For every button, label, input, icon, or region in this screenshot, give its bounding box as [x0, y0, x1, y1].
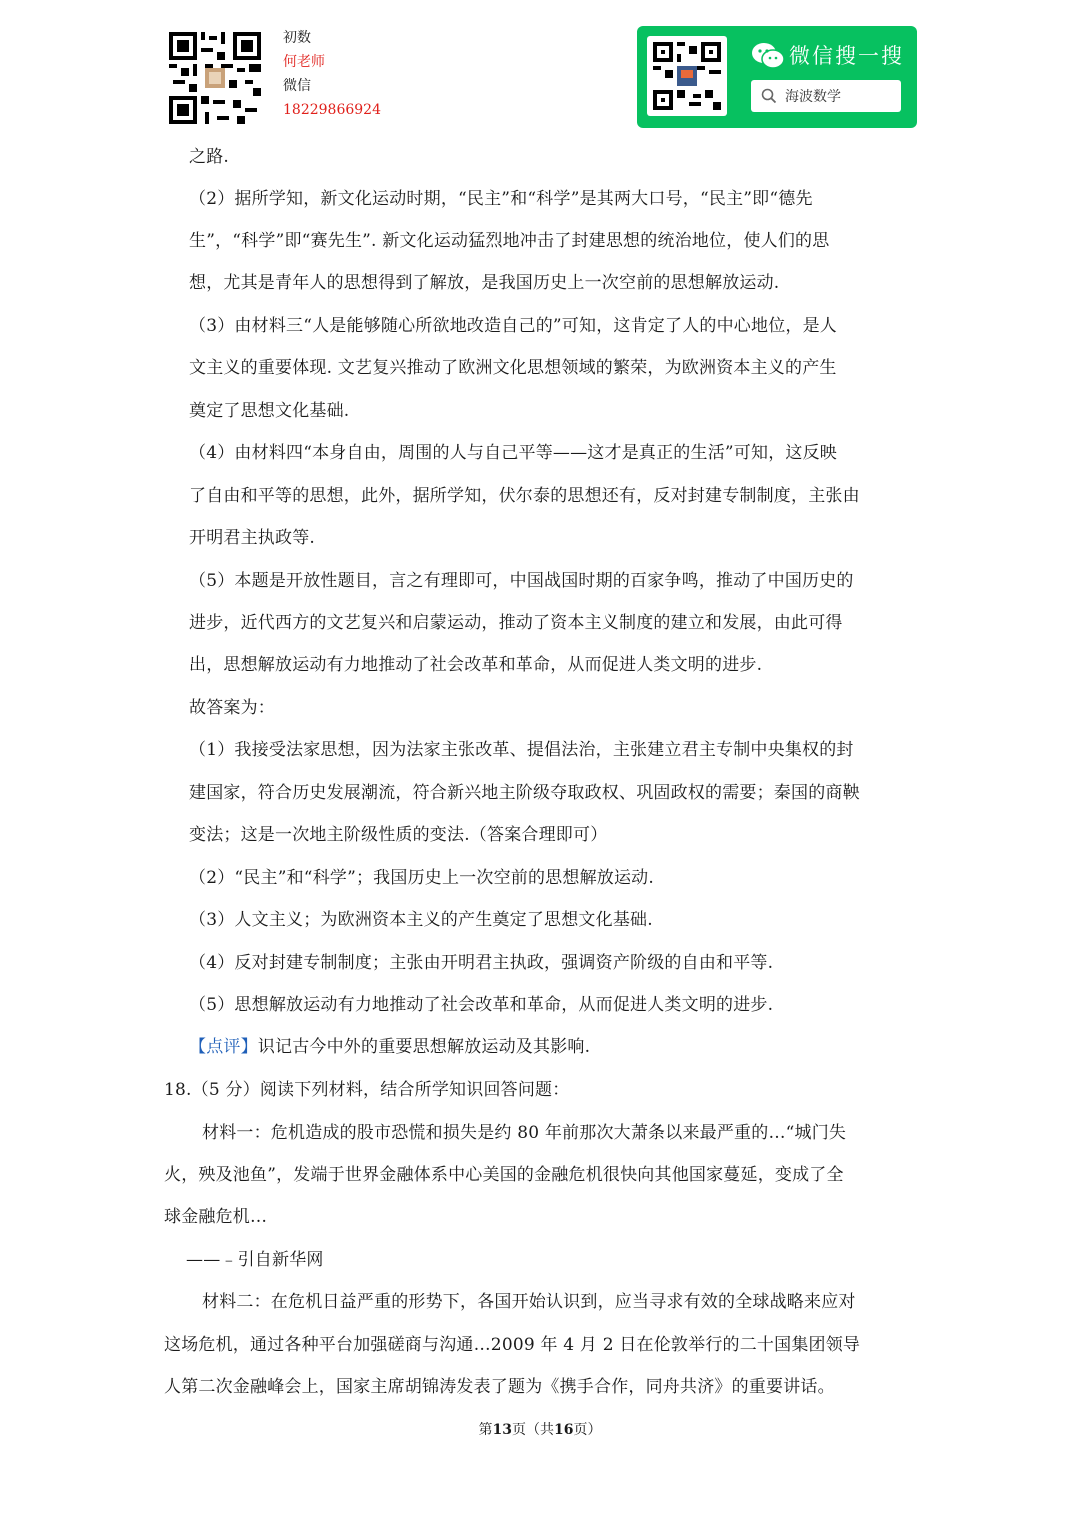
- text-line: 这场危机，通过各种平台加强磋商与沟通…2009 年 4 月 2 日在伦敦举行的二十国集团领导: [164, 1335, 861, 1355]
- text-line: 球金融危机…: [164, 1207, 268, 1227]
- text-line: 变法；这是一次地主阶级性质的变法.（答案合理即可）: [189, 825, 608, 845]
- contact-phone: 18229866924: [283, 102, 381, 118]
- text-line: 材料二：在危机日益严重的形势下，各国开始认识到，应当寻求有效的全球战略来应对: [202, 1292, 856, 1312]
- text-line: （5）思想解放运动有力地推动了社会改革和革命，从而促进人类文明的进步.: [189, 995, 774, 1015]
- footer-page-number: 13: [492, 1422, 512, 1438]
- text-line: 想，尤其是青年人的思想得到了解放，是我国历史上一次空前的思想解放运动.: [189, 273, 780, 293]
- text-line: 进步，近代西方的文艺复兴和启蒙运动，推动了资本主义制度的建立和发展，由此可得: [189, 613, 843, 633]
- comment-line: [189, 1032, 590, 1057]
- contact-info: [283, 26, 381, 122]
- text-line: 生”，“科学”即“赛先生”. 新文化运动猛烈地冲击了封建思想的统治地位，使人们的思: [189, 231, 830, 251]
- text-line: 人第二次金融峰会上，国家主席胡锦涛发表了题为《携手合作，同舟共济》的重要讲话。: [164, 1377, 835, 1397]
- comment-text: 识记古今中外的重要思想解放运动及其影响.: [257, 1037, 591, 1057]
- wechat-search-query: 海波数学: [785, 89, 841, 105]
- text-line: 之路.: [189, 147, 230, 167]
- contact-wechat-label: 微信: [283, 78, 311, 94]
- text-line: 开明君主执政等.: [189, 528, 316, 548]
- qr-code-left: [169, 32, 261, 124]
- text-line: （3）人文主义；为欧洲资本主义的产生奠定了思想文化基础.: [189, 910, 653, 930]
- text-line: （1）我接受法家思想，因为法家主张改革、提倡法治，主张建立君主专制中央集权的封: [189, 740, 854, 760]
- footer-suffix: 页）: [573, 1422, 602, 1438]
- text-line: （4）由材料四“本身自由，周围的人与自己平等——这才是真正的生活”可知，这反映: [189, 443, 837, 463]
- text-line: 材料一：危机造成的股市恐慌和损失是约 80 年前那次大萧条以来最严重的…“城门失: [202, 1123, 847, 1143]
- page-footer: [0, 1419, 1080, 1439]
- text-line: （2）据所学知，新文化运动时期，“民主”和“科学”是其两大口号，“民主”即“德先: [189, 189, 813, 209]
- wechat-logo-icon: [751, 42, 785, 74]
- wechat-qr-code: [647, 36, 727, 116]
- comment-tag: 【点评】: [189, 1037, 258, 1057]
- wechat-search-title: 微信搜一搜: [789, 44, 904, 68]
- wechat-search-card[interactable]: [637, 26, 917, 128]
- text-line: （3）由材料三“人是能够随心所欲地改造自己的”可知，这肯定了人的中心地位，是人: [189, 316, 837, 336]
- contact-category: 初数: [283, 30, 311, 46]
- source-citation: ——﹣引自新华网: [186, 1250, 324, 1270]
- text-line: 出，思想解放运动有力地推动了社会改革和革命，从而促进人类文明的进步.: [189, 655, 763, 675]
- text-line: 建国家，符合历史发展潮流，符合新兴地主阶级夺取政权、巩固政权的需要；秦国的商鞅: [189, 783, 860, 803]
- wechat-search-box[interactable]: [751, 80, 901, 112]
- text-line: 奠定了思想文化基础.: [189, 401, 350, 421]
- text-line: 文主义的重要体现. 文艺复兴推动了欧洲文化思想领域的繁荣，为欧洲资本主义的产生: [189, 358, 837, 378]
- text-line: 了自由和平等的思想，此外，据所学知，伏尔泰的思想还有，反对封建专制制度，主张由: [189, 486, 860, 506]
- text-line: 故答案为：: [189, 698, 275, 718]
- contact-name: 何老师: [283, 54, 325, 70]
- text-line: （4）反对封建专制制度；主张由开明君主执政，强调资产阶级的自由和平等.: [189, 953, 774, 973]
- footer-prefix: 第: [478, 1422, 493, 1438]
- footer-total-pages: 16: [554, 1422, 574, 1438]
- search-icon: [761, 88, 777, 104]
- text-line: （2）“民主”和“科学”；我国历史上一次空前的思想解放运动.: [189, 868, 654, 888]
- text-line: 火，殃及池鱼”，发端于世界金融体系中心美国的金融危机很快向其他国家蔓延，变成了全: [164, 1165, 844, 1185]
- footer-mid: 页（共: [512, 1422, 554, 1438]
- question-heading: 18.（5 分）阅读下列材料，结合所学知识回答问题：: [164, 1080, 570, 1100]
- text-line: （5）本题是开放性题目，言之有理即可，中国战国时期的百家争鸣，推动了中国历史的: [189, 571, 854, 591]
